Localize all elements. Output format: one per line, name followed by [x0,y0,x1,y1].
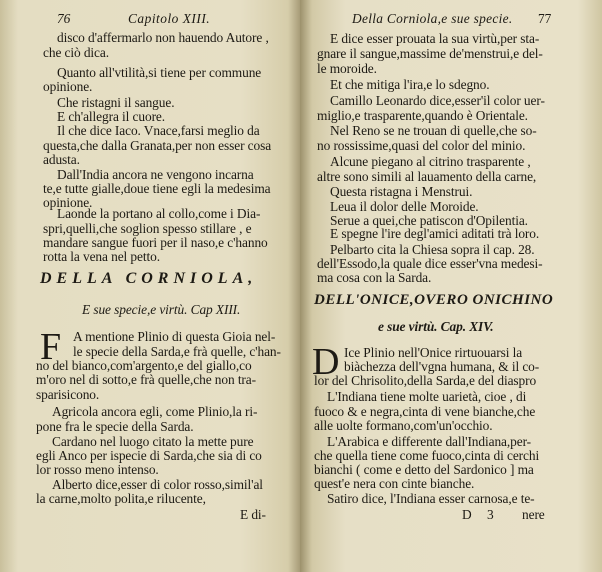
text-line: biàchezza dell'vgna humana, & il co- [344,359,540,374]
text-line: E spegne l'ire degl'amici aditati trà loro. [330,226,540,241]
catchword: nere [522,507,545,522]
page-number: 76 [57,11,71,26]
drop-cap: F [40,326,62,368]
text-line: Agricola ancora egli, come Plinio,la ri- [52,404,258,419]
page-number: 77 [538,11,552,26]
text-line: E dice esser prouata la sua virtù,per sta- [330,31,540,46]
text-line: che ciò dica. [43,45,109,60]
text-line: la carne,molto polita,e rilucente, [36,491,206,506]
text-line: Questa ristagna i Menstrui. [330,184,473,199]
text-line: pone fra le specie della Sarda. [36,419,194,434]
text-line: opinione. [43,195,93,210]
text-line: L'Indiana tiene molte uarietà, cioe , di [327,389,527,404]
text-line: Satiro dice, l'Indiana esser carnosa,e te- [327,491,535,506]
text-line: alle uolte formano,com'un'occhio. [314,418,493,433]
section-title: DELL'ONICE,OVERO ONICHINO [314,292,554,308]
text-line: Che ristagni il sangue. [57,95,175,110]
text-line: Camillo Leonardo dice,esser'il color uer- [330,93,545,108]
text-line: m'oro nel di sotto,e frà quelle,che non tra- [36,372,256,387]
text-line: Il che dice Iaco. Vnace,farsi meglio da [57,123,260,138]
text-line: Leua il dolor delle Moroide. [330,199,479,214]
text-line: Quanto all'vtilità,si tiene per commune [57,65,262,80]
text-line: fuoco & e negra,cinta di vene bianche,che [314,404,536,419]
text-line: quest'e nera con cinte bianche. [314,476,475,491]
text-line: bianchi ( come e detto del Sardonico ] ma [314,462,534,477]
signature-mark: D 3 [462,507,500,522]
text-line: mandare sangue fuori per il naso,e c'hanno [43,235,268,250]
text-line: no rossissime,quasi del color del minio. [317,138,526,153]
text-line: Dall'India ancora ne vengono incarna [57,167,254,182]
text-line: Laonde la portano al collo,come i Dia- [57,206,261,221]
text-line: le moroide. [317,61,377,76]
right-page [300,0,602,572]
text-line: sparisicono. [36,387,100,402]
text-line: Alberto dice,esser di color rosso,simil'al [52,477,263,492]
text-line: E ch'allegra il cuore. [57,109,166,124]
text-line: no del bianco,com'argento,e del giallo,co [36,358,252,373]
text-line: Pelbarto cita la Chiesa sopra il cap. 28. [330,242,535,257]
text-line: le specie della Sarda,e frà quelle, c'han- [73,344,281,359]
text-line: adusta. [43,152,80,167]
text-line: che quella tiene come fuoco,cinta di cerchi [314,448,540,463]
text-line: Et che mitiga l'ira,e lo sdegno. [330,77,490,92]
section-subtitle: e sue virtù. Cap. XIV. [378,319,494,334]
text-line: dell'Essodo,la quale dice esser'vna medesi- [317,256,543,271]
text-line: Alcune piegano al citrino trasparente , [330,154,531,169]
running-head: Della Corniola,e sue specie. [352,11,513,26]
text-line: ma cosa con la Sarda. [317,270,432,285]
running-head: Capitolo XIII. [128,11,211,26]
text-line: miglio,e trasparente,quando è Orientale. [317,108,528,123]
text-line: te,e tutte gialle,doue tiene egli la medesima [43,181,271,196]
text-line: opinione. [43,79,93,94]
text-line: spri,quelli,che soglion spesso stillare , e [43,221,252,236]
drop-cap: D [312,341,340,383]
section-title: DELLA CORNIOLA, [40,270,258,287]
text-line: rotta la vena nel petto. [43,249,160,264]
text-line: lor rosso meno intenso. [36,462,159,477]
text-line: disco d'affermarlo non hauendo Autore , [57,30,269,45]
text-line: Ice Plinio nell'Onice rirtuouarsi la [344,345,523,360]
text-line: Cardano nel luogo citato la mette pure [52,434,254,449]
text-line: L'Arabica e differente dall'Indiana,per- [327,434,532,449]
section-subtitle: E sue specie,e virtù. Cap XIII. [82,302,241,317]
text-line: Serue a quei,che patiscon d'Opilentia. [330,213,528,228]
left-page [0,0,300,572]
catchword: E di- [240,507,266,522]
text-line: altre sono simili al lauamento della carne, [317,169,537,184]
text-line: questa,che dalla Granata,per non esser cosa [43,138,272,153]
text-line: gnare il sangue,massime de'menstrui,e del- [317,46,543,61]
text-line: Nel Reno se ne trouan di quelle,che so- [330,123,537,138]
text-line: egli Anco per ispecie di Sarda,che sia di co [36,448,262,463]
text-line: A mentione Plinio di questa Gioia nel- [73,329,276,344]
text-line: lor del Chrisolito,della Sarda,e del diaspro [314,373,537,388]
